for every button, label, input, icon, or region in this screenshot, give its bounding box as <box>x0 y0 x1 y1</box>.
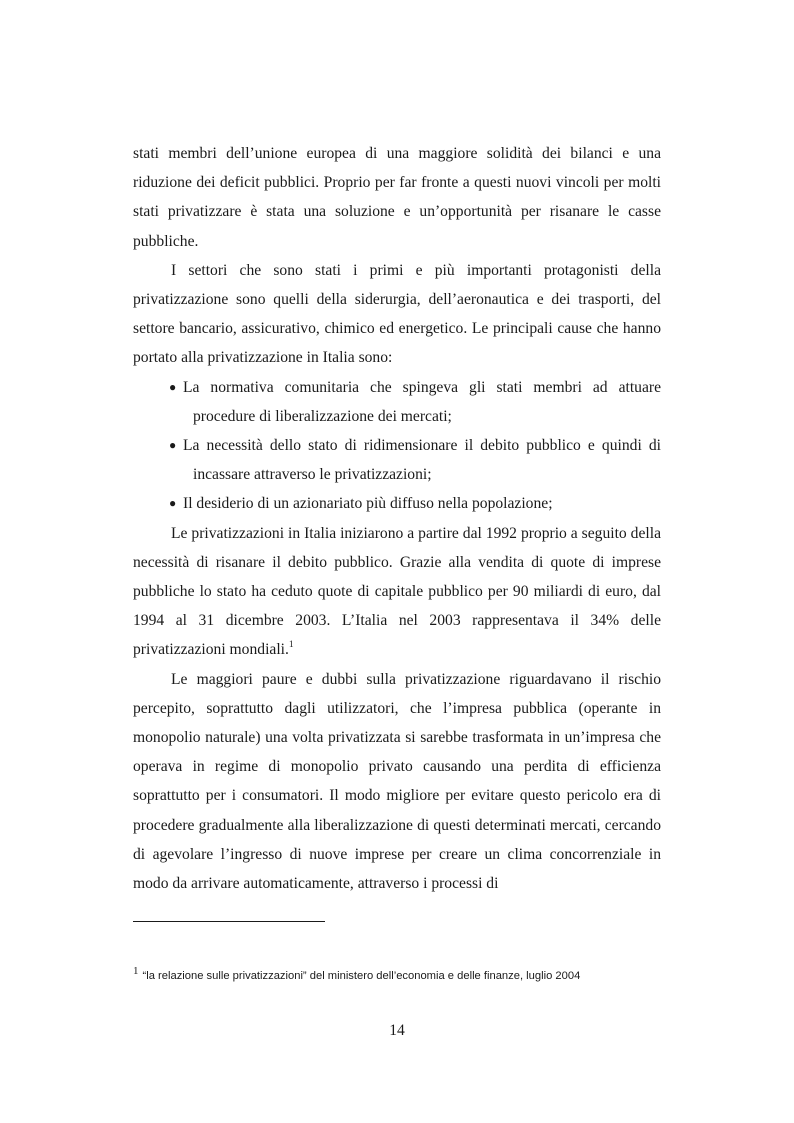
list-item <box>133 489 661 518</box>
footnote-separator <box>133 921 325 922</box>
bullet-icon: ● <box>169 438 177 453</box>
list-item-text: Il desiderio di un azionariato più diffuso nella popolazione; <box>183 495 553 513</box>
list-item-text: La necessità dello stato di ridimensionare il debito pubblico e quindi di incassare attraverso le privatizzazioni; <box>183 437 661 484</box>
paragraph-text: Le privatizzazioni in Italia iniziarono a partire dal 1992 proprio a seguito della necessità di risanare il debito pubblico. Grazie alla vendita di quote di imprese pubbliche lo stato ha ceduto quote di capitale pubblico per 90 miliardi di euro, dal 1994 al 31 dicembre 2003. L’Italia nel 2003 rappresentava il 34% delle privatizzazioni mondiali. <box>133 524 661 659</box>
list-item-text: La normativa comunitaria che spingeva gli stati membri ad attuare procedure di liberalizzazione dei mercati; <box>183 378 661 425</box>
page-number: 14 <box>389 1022 405 1039</box>
footnote-number: 1 <box>133 965 139 977</box>
body-text <box>133 139 661 898</box>
list-item <box>133 431 661 489</box>
paragraph-privatization-history <box>133 519 661 665</box>
footnote-text: “la relazione sulle privatizzazioni” del ministero dell’economia e delle finanze, luglio 2004 <box>142 970 581 982</box>
bullet-icon: ● <box>169 496 177 511</box>
paragraph-sectors: I settori che sono stati i primi e più importanti protagonisti della privatizzazione sono quelli della siderurgia, dell’aeronautica e dei trasporti, del settore bancario, assicurativo, chimico ed energetico. Le principali cause che hanno portato alla privatizzazione in Italia sono: <box>133 261 661 367</box>
list-item <box>133 373 661 431</box>
paragraph-continuation: stati membri dell’unione europea di una maggiore solidità dei bilanci e una riduzione dei deficit pubblici. Proprio per far fronte a questi nuovi vincoli per molti stati privatizzare è stata una soluzione e un’opportunità per risanare le casse pubbliche. <box>133 145 661 250</box>
bullet-icon: ● <box>169 379 177 394</box>
footnote <box>133 963 673 984</box>
footnote-reference[interactable]: 1 <box>288 640 294 651</box>
paragraph-fears: Le maggiori paure e dubbi sulla privatizzazione riguardavano il rischio percepito, soprattutto dagli utilizzatori, che l’impresa pubblica (operante in monopolio naturale) una volta privatizzata si sarebbe trasformata in un’impresa che operava in regime di monopolio privato causando una perdita di efficienza soprattutto per i consumatori. Il modo migliore per evitare questo pericolo era di procedere gradualmente alla liberalizzazione di questi determinati mercati, cercando di agevolare l’ingresso di nuove imprese per creare un clima concorrenziale in modo da arrivare automaticamente, attraverso i processi di <box>133 670 661 893</box>
causes-list <box>133 373 661 519</box>
